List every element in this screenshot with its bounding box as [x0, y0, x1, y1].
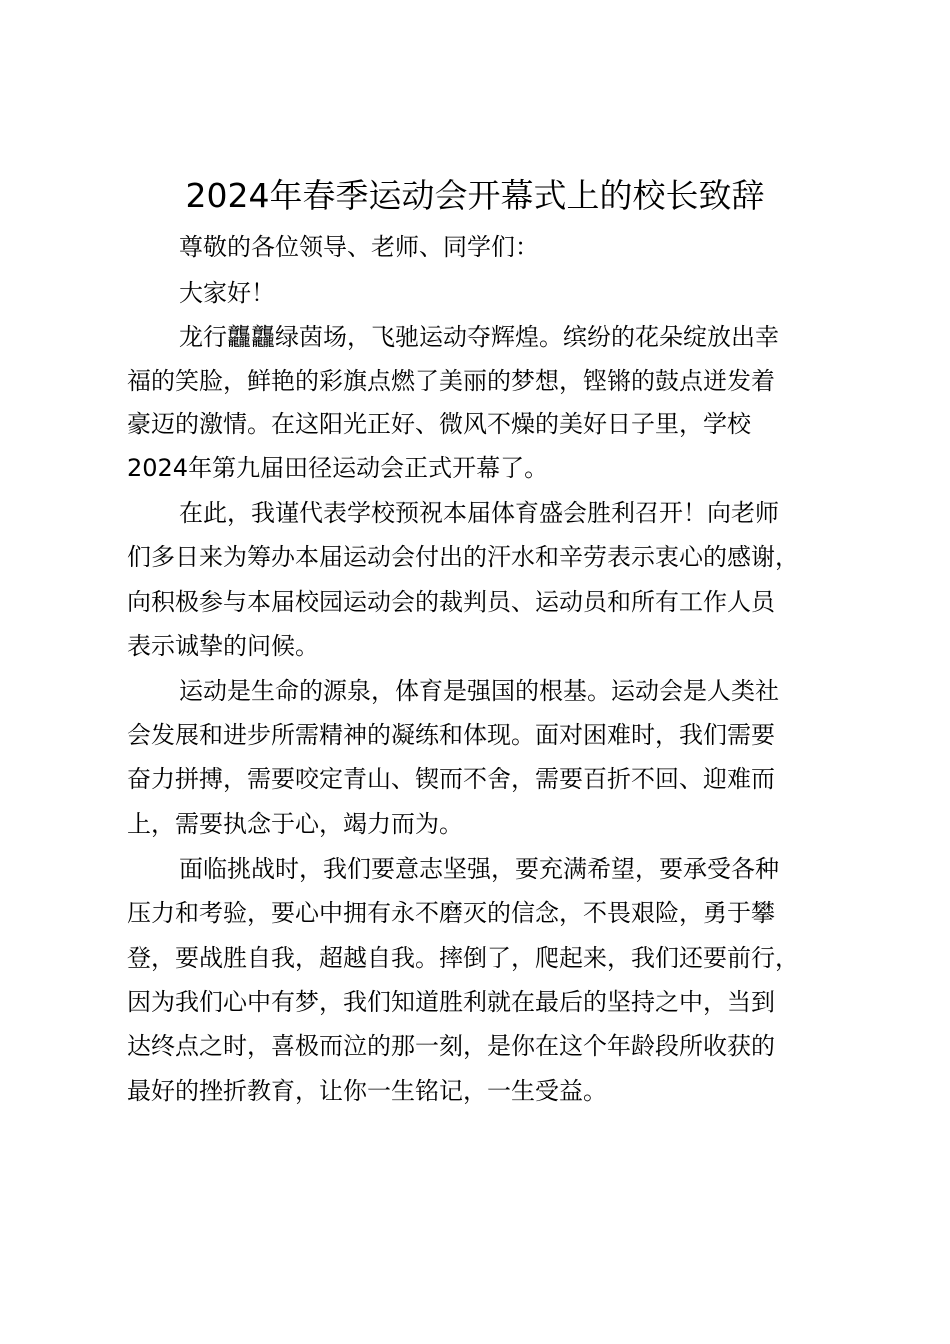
- document-title: 2024年春季运动会开幕式上的校长致辞: [185, 176, 765, 215]
- paragraph-3-line-1: 运动是生命的源泉，体育是强国的根基。运动会是人类社: [179, 677, 779, 705]
- paragraph-3-line-4: 上，需要执念于心，竭力而为。: [127, 810, 463, 838]
- salutation: 尊敬的各位领导、老师、同学们：: [179, 233, 539, 261]
- paragraph-2-line-2: 们多日来为筹办本届运动会付出的汗水和辛劳表示衷心的感谢，: [127, 543, 799, 571]
- paragraph-4-line-1: 面临挑战时，我们要意志坚强，要充满希望，要承受各种: [179, 855, 779, 883]
- paragraph-3-line-2: 会发展和进步所需精神的凝练和体现。面对困难时，我们需要: [127, 721, 775, 749]
- paragraph-3-line-3: 奋力拼搏，需要咬定青山、锲而不舍，需要百折不回、迎难而: [127, 765, 775, 793]
- paragraph-1-line-4: 2024年第九届田径运动会正式开幕了。: [127, 454, 549, 482]
- greeting: 大家好！: [179, 279, 275, 307]
- paragraph-4-line-5: 达终点之时，喜极而泣的那一刻，是你在这个年龄段所收获的: [127, 1032, 775, 1060]
- paragraph-1-line-1: 龙行龘龘绿茵场，飞驰运动夺辉煌。缤纷的花朵绽放出幸: [179, 323, 779, 351]
- paragraph-4-line-6: 最好的挫折教育，让你一生铭记，一生受益。: [127, 1077, 607, 1105]
- paragraph-1-line-3: 豪迈的激情。在这阳光正好、微风不燥的美好日子里，学校: [127, 410, 751, 438]
- paragraph-2-line-3: 向积极参与本届校园运动会的裁判员、运动员和所有工作人员: [127, 588, 775, 616]
- paragraph-2-line-1: 在此，我谨代表学校预祝本届体育盛会胜利召开！向老师: [179, 499, 779, 527]
- paragraph-4-line-2: 压力和考验，要心中拥有永不磨灭的信念，不畏艰险，勇于攀: [127, 899, 775, 927]
- paragraph-4-line-4: 因为我们心中有梦，我们知道胜利就在最后的坚持之中，当到: [127, 988, 775, 1016]
- paragraph-1-line-2: 福的笑脸，鲜艳的彩旗点燃了美丽的梦想，铿锵的鼓点迸发着: [127, 367, 775, 395]
- paragraph-2-line-4: 表示诚挚的问候。: [127, 632, 319, 660]
- paragraph-4-line-3: 登，要战胜自我，超越自我。摔倒了，爬起来，我们还要前行，: [127, 944, 799, 972]
